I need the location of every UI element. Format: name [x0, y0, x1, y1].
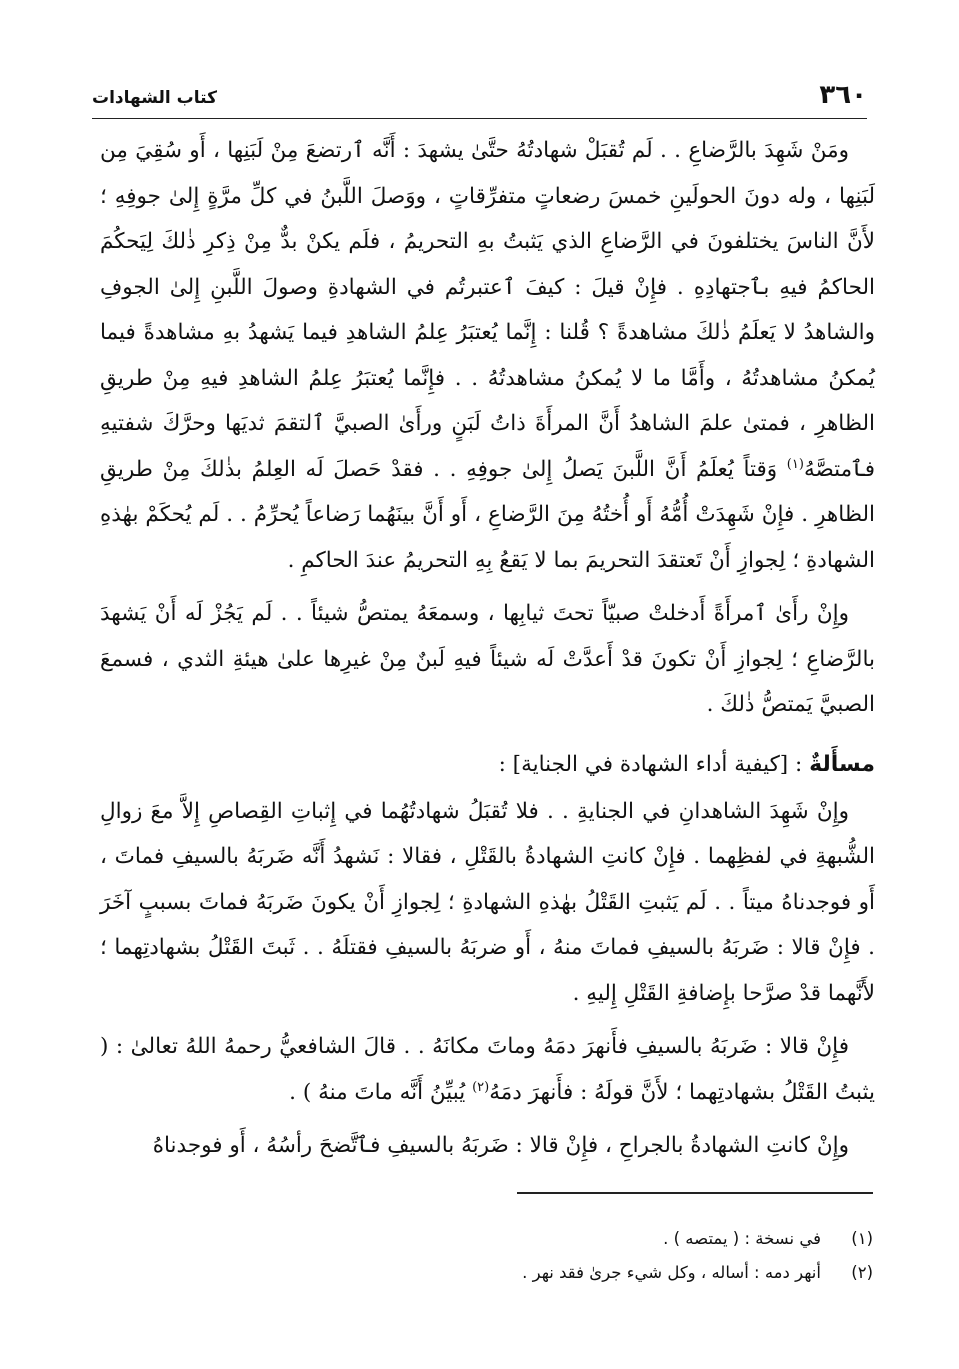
footnote-number: (٢) — [851, 1263, 873, 1282]
page-header — [92, 78, 867, 119]
section-heading — [100, 742, 875, 787]
paragraph-text: وإِنْ شَهِدَ الشاهدانِ في الجنايةِ . . فلا تُقبَلُ شهادتُهُما في إِثباتِ القِصاصِ إِلاَّ معَ زوالِ الشُّبهةِ في لفظِهما . فإِنْ كانتِ الشهادةُ بالقَتْلِ ، فقالا : نَشهدُ أَنَّه ضَربَهُ بالسيفِ فماتَ ، أَو فوجدناهُ ميتاً . . لَم يَثبتِ القَتْلُ بهٰذهِ الشهادةِ ؛ لِجوازِ أَنْ يكونَ ضَربَهُ فماتَ بسببٍ آخَرَ . فإِنْ قالا : ضَربَهُ بالسيفِ فماتَ منهُ ، أَو ضربَهُ بالسيفِ فقتلَهُ . . ثَبتَ القَتْلُ بشهادتِهما ؛ لأَنَّهما قدْ صرَّحا بإِضافةِ القَتْلِ إِليهِ . — [100, 798, 875, 1006]
page-number: ٣٦٠ — [819, 80, 867, 110]
paragraph — [100, 1123, 875, 1169]
footnote — [100, 1222, 873, 1256]
footnote — [100, 1256, 873, 1290]
paragraph — [100, 591, 875, 728]
paragraph-text: ومَنْ شَهِدَ بالرَّضاعِ . . لَم تُقبَلْ شهادتُهُ حتَّىٰ يشهدَ : أَنَّه ٱرتضعَ مِنْ لَبَنِها ، أَو سُقِيَ مِن لَبَنِها ، وله دونَ الحولَينِ خمسَ رضعاتٍ متفرِّقاتٍ ، ووَصلَ اللَّبنُ في كلِّ مرَّةٍ إِلىٰ جوفِهِ ؛ لأَنَّ الناسَ يختلفونَ في الرَّضاعِ الذي يَثبتُ بهِ التحريمُ ، فلَم يكنْ بدٌّ مِنْ ذِكرِ ذٰلكَ لِيَحكُمَ الحاكمُ فيهِ بٱجتهادِهِ . فإِنْ قيلَ : كيفَ ٱعتبرتُم في الشهادةِ وصولَ اللَّبنِ إِلىٰ الجوفِ والشاهدُ لا يَعلَمُ ذٰلكَ مشاهدةً ؟ قُلنا : إِنَّما يُعتبَرُ عِلمُ الشاهدِ فيما يَشهدُ بهِ مشاهدةً فيما يُمكنُ مشاهدتُهُ ، وأَمَّا ما لا يُمكنُ مشاهدتُهُ . . فإِنَّما يُعتبَرُ عِلمُ الشاهدِ فيهِ مِنْ طريقِ الظاهرِ ، فمتىٰ علمَ الشاهدُ أَنَّ المرأَةَ ذاتُ لَبَنٍ ورأَىٰ الصبيَّ ٱلتقمَ ثديَها وحرَّكَ شفتيهِ فٱمتصَّهُ — [100, 138, 875, 482]
paragraph-text: وَقتاً يُعلَمُ أَنَّ اللَّبنَ يَصلُ إِلىٰ جوفِهِ . . فقدْ حَصلَ لَه العِلمُ بذٰلكَ مِنْ طريقِ الظاهرِ . فإِنْ شَهِدَتْ أُمُّهُ أَو أُختُهُ مِنَ الرَّضاعِ ، أَو أَنَّ بينَهُما رَضاعاً يُحرِّمُ . . لَم يُحكَمْ بهٰذهِ الشهادةِ ؛ لِجوازِ أَنْ تَعتقدَ التحريمَ بما لا يَقعُ بِهِ التحريمُ عندَ الحاكمِ . — [100, 456, 875, 573]
footnotes — [100, 1222, 873, 1290]
paragraph-text: فإِنْ قالا : ضَربَهُ بالسيفِ فأَنهرَ دمَهُ وماتَ مكانَهُ . . قالَ الشافعيُّ رحمهُ اللهُ تعالىٰ : ( يثبتُ القَتْلُ بشهادتِهما ؛ لأَنَّ قولَهُ : فأَنهرَ دمَهُ — [100, 1034, 875, 1105]
paragraph — [100, 789, 875, 1017]
paragraph-text: وإِنْ كانتِ الشهادةُ بالجراحِ ، فإِنْ قالا : ضَربَهُ بالسيفِ فٱتَّضحَ رأسُهُ ، أَو فوجدناهُ — [152, 1133, 849, 1158]
main-text — [100, 128, 875, 1169]
running-title: كتاب الشهادات — [92, 88, 217, 108]
paragraph-text: يُبيِّنُ أَنَّه ماتَ منهُ ) . — [289, 1079, 473, 1105]
paragraph-text: وإِنْ رأَىٰ ٱمرأَةً أَدخلتْ صبيّاً تحتَ ثيابِها ، وسمعَهُ يمتصُّ شيئاً . . لَم يَجُزْ لَه أَنْ يَشهدَ بالرَّضاعِ ؛ لِجوازِ أَنْ تكونَ قدْ أَعدَّتْ لَه شيئاً فيهِ لَبنٌ مِنْ غيرِها علىٰ هيئةِ الثدي ، فسمعَ الصبيَّ يَمتصُّ ذٰلكَ . — [100, 601, 875, 717]
footnote-text: أنهر دمه : أساله ، وكل شيء جرىٰ فقد نهر . — [522, 1263, 821, 1282]
issue-label: مسأَلةٌ — [809, 751, 875, 777]
paragraph — [100, 1024, 875, 1115]
issue-title: : [كيفية أداء الشهادة في الجناية] : — [498, 751, 810, 777]
footnote-ref[interactable]: (١) — [786, 456, 804, 472]
paragraph — [100, 128, 875, 583]
footnote-text: في نسخة : ( يمتصه ) . — [663, 1229, 821, 1248]
footnote-divider — [517, 1192, 873, 1194]
footnote-ref[interactable]: (٢) — [472, 1079, 490, 1095]
footnote-number: (١) — [851, 1229, 873, 1248]
